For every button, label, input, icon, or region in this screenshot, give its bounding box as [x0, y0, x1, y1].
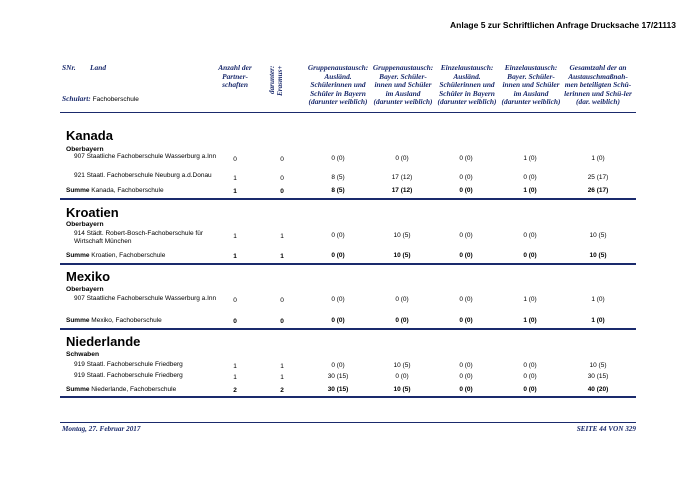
sum-value: 1 (0) — [523, 317, 537, 324]
cell-value: 0 — [280, 175, 284, 182]
cell-value: 1 — [280, 363, 284, 370]
country-heading: Mexiko — [66, 269, 111, 284]
cell-value: 10 (5) — [589, 232, 607, 239]
cell-value: 10 (5) — [393, 232, 411, 239]
footer-divider — [60, 422, 636, 423]
cell-value: 0 (0) — [459, 174, 473, 181]
sum-value: 0 (0) — [331, 317, 345, 324]
sum-value: 0 — [280, 318, 284, 325]
cell-value: 1 (0) — [523, 155, 537, 162]
sum-value: 0 (0) — [523, 386, 537, 393]
school-name: 914 Städt. Robert-Bosch-Fachoberschule für Wirtschaft München — [74, 230, 203, 245]
sum-label: Summe Mexiko, Fachoberschule — [66, 317, 162, 324]
school-name: 907 Staatliche Fachoberschule Wasserburg a.Inn — [74, 153, 217, 160]
header-col-group-in: Gruppenaustausch: Ausländ. Schülerinnen und Schüler in Bayern (darunter weiblich) — [307, 63, 369, 107]
sum-value: 1 — [233, 188, 237, 195]
cell-value: 0 (0) — [331, 155, 345, 162]
sum-value: 8 (5) — [331, 187, 345, 194]
cell-value: 25 (17) — [587, 174, 609, 181]
sum-value: 1 (0) — [591, 317, 605, 324]
sum-value: 10 (5) — [393, 252, 411, 259]
school-name: 919 Staatl. Fachoberschule Friedberg — [74, 361, 183, 368]
sum-value: 2 — [233, 387, 237, 394]
cell-value: 1 (0) — [523, 296, 537, 303]
header-col-total: Gesamtzahl der an Austauschmaßnah-men beteiligten Schü-lerinnen und Schü-ler (dar. weiblich) — [564, 63, 632, 107]
sum-value: 0 (0) — [395, 317, 409, 324]
sum-value: 0 — [233, 318, 237, 325]
header-schulart-value: Fachoberschule — [92, 96, 139, 103]
sum-value: 0 (0) — [331, 252, 345, 259]
cell-value: 0 (0) — [523, 174, 537, 181]
section-divider — [60, 396, 636, 398]
cell-value: 0 — [233, 156, 237, 163]
cell-value: 0 (0) — [395, 373, 409, 380]
cell-value: 0 (0) — [331, 362, 345, 369]
cell-value: 1 (0) — [591, 296, 605, 303]
sum-label: Summe Kroatien, Fachoberschule — [66, 252, 166, 259]
cell-value: 30 (15) — [587, 373, 609, 380]
section-divider — [60, 198, 636, 200]
country-heading: Kanada — [66, 128, 113, 143]
region-heading: Oberbayern — [66, 221, 104, 228]
sum-value: 1 — [233, 253, 237, 260]
school-name: 919 Staatl. Fachoberschule Friedberg — [74, 372, 183, 379]
cell-value: 30 (15) — [327, 373, 349, 380]
country-heading: Niederlande — [66, 334, 141, 349]
sum-value: 0 (0) — [523, 252, 537, 259]
sum-value: 1 (0) — [523, 187, 537, 194]
cell-value: 0 (0) — [459, 373, 473, 380]
cell-value: 1 — [233, 363, 237, 370]
sum-value: 0 (0) — [459, 252, 473, 259]
sum-value: 2 — [280, 387, 284, 394]
region-heading: Oberbayern — [66, 286, 104, 293]
cell-value: 17 (12) — [391, 174, 413, 181]
sum-value: 0 (0) — [459, 187, 473, 194]
cell-value: 0 (0) — [395, 155, 409, 162]
document-title: Anlage 5 zur Schriftlichen Anfrage Drucksache 17/21113 — [450, 20, 676, 30]
region-heading: Schwaben — [66, 351, 100, 358]
sum-value: 10 (5) — [393, 386, 411, 393]
cell-value: 1 — [280, 374, 284, 381]
cell-value: 0 (0) — [459, 296, 473, 303]
cell-value: 0 (0) — [331, 232, 345, 239]
cell-value: 0 (0) — [459, 155, 473, 162]
cell-value: 0 (0) — [459, 362, 473, 369]
school-name: 921 Staatl. Fachoberschule Neuburg a.d.Donau — [74, 172, 212, 179]
section-divider — [60, 328, 636, 330]
cell-value: 0 (0) — [395, 296, 409, 303]
cell-value: 0 (0) — [331, 296, 345, 303]
header-snr: SNr. — [62, 63, 76, 72]
sum-value: 10 (5) — [589, 252, 607, 259]
region-heading: Oberbayern — [66, 146, 104, 153]
sum-value: 26 (17) — [587, 187, 609, 194]
country-heading: Kroatien — [66, 205, 119, 220]
cell-value: 1 — [233, 233, 237, 240]
cell-value: 1 — [233, 175, 237, 182]
cell-value: 0 (0) — [523, 373, 537, 380]
sum-value: 0 (0) — [459, 386, 473, 393]
sum-value: 0 (0) — [459, 317, 473, 324]
cell-value: 0 (0) — [523, 362, 537, 369]
cell-value: 10 (5) — [393, 362, 411, 369]
cell-value: 0 — [233, 297, 237, 304]
header-land: Land — [90, 63, 107, 72]
cell-value: 0 — [280, 156, 284, 163]
header-col-group-out: Gruppenaustausch: Bayer. Schüler-innen und Schüler im Ausland (darunter weiblich) — [372, 63, 434, 107]
cell-value: 0 (0) — [459, 232, 473, 239]
cell-value: 0 — [280, 297, 284, 304]
header-schulart — [62, 95, 139, 105]
cell-value: 1 — [233, 374, 237, 381]
section-divider — [60, 263, 636, 265]
footer-page-number: SEITE 44 VON 329 — [576, 425, 636, 433]
header-col-single-in: Einzelaustausch: Ausländ. Schülerinnen und Schüler in Bayern (darunter weiblich) — [437, 63, 497, 107]
header-col-erasmus: darunter: Erasmus+ — [268, 66, 284, 97]
cell-value: 10 (5) — [589, 362, 607, 369]
school-name: 907 Staatliche Fachoberschule Wasserburg a.Inn — [74, 295, 217, 302]
header-schulart-label: Schulart: — [62, 94, 91, 103]
table-header — [60, 62, 636, 113]
sum-value: 40 (20) — [587, 386, 609, 393]
sum-value: 30 (15) — [327, 386, 349, 393]
sum-value: 17 (12) — [391, 187, 413, 194]
header-col-partnerships: Anzahl der Partner-schaften — [218, 63, 252, 90]
sum-label: Summe Niederlande, Fachoberschule — [66, 386, 177, 393]
cell-value: 1 — [280, 233, 284, 240]
header-col-single-out: Einzelaustausch: Bayer. Schüler-innen und Schüler im Ausland (darunter weiblich) — [501, 63, 561, 107]
sum-value: 0 — [280, 188, 284, 195]
footer-date: Montag, 27. Februar 2017 — [62, 425, 141, 433]
cell-value: 1 (0) — [591, 155, 605, 162]
cell-value: 0 (0) — [523, 232, 537, 239]
sum-label: Summe Kanada, Fachoberschule — [66, 187, 164, 194]
sum-value: 1 — [280, 253, 284, 260]
cell-value: 8 (5) — [331, 174, 345, 181]
